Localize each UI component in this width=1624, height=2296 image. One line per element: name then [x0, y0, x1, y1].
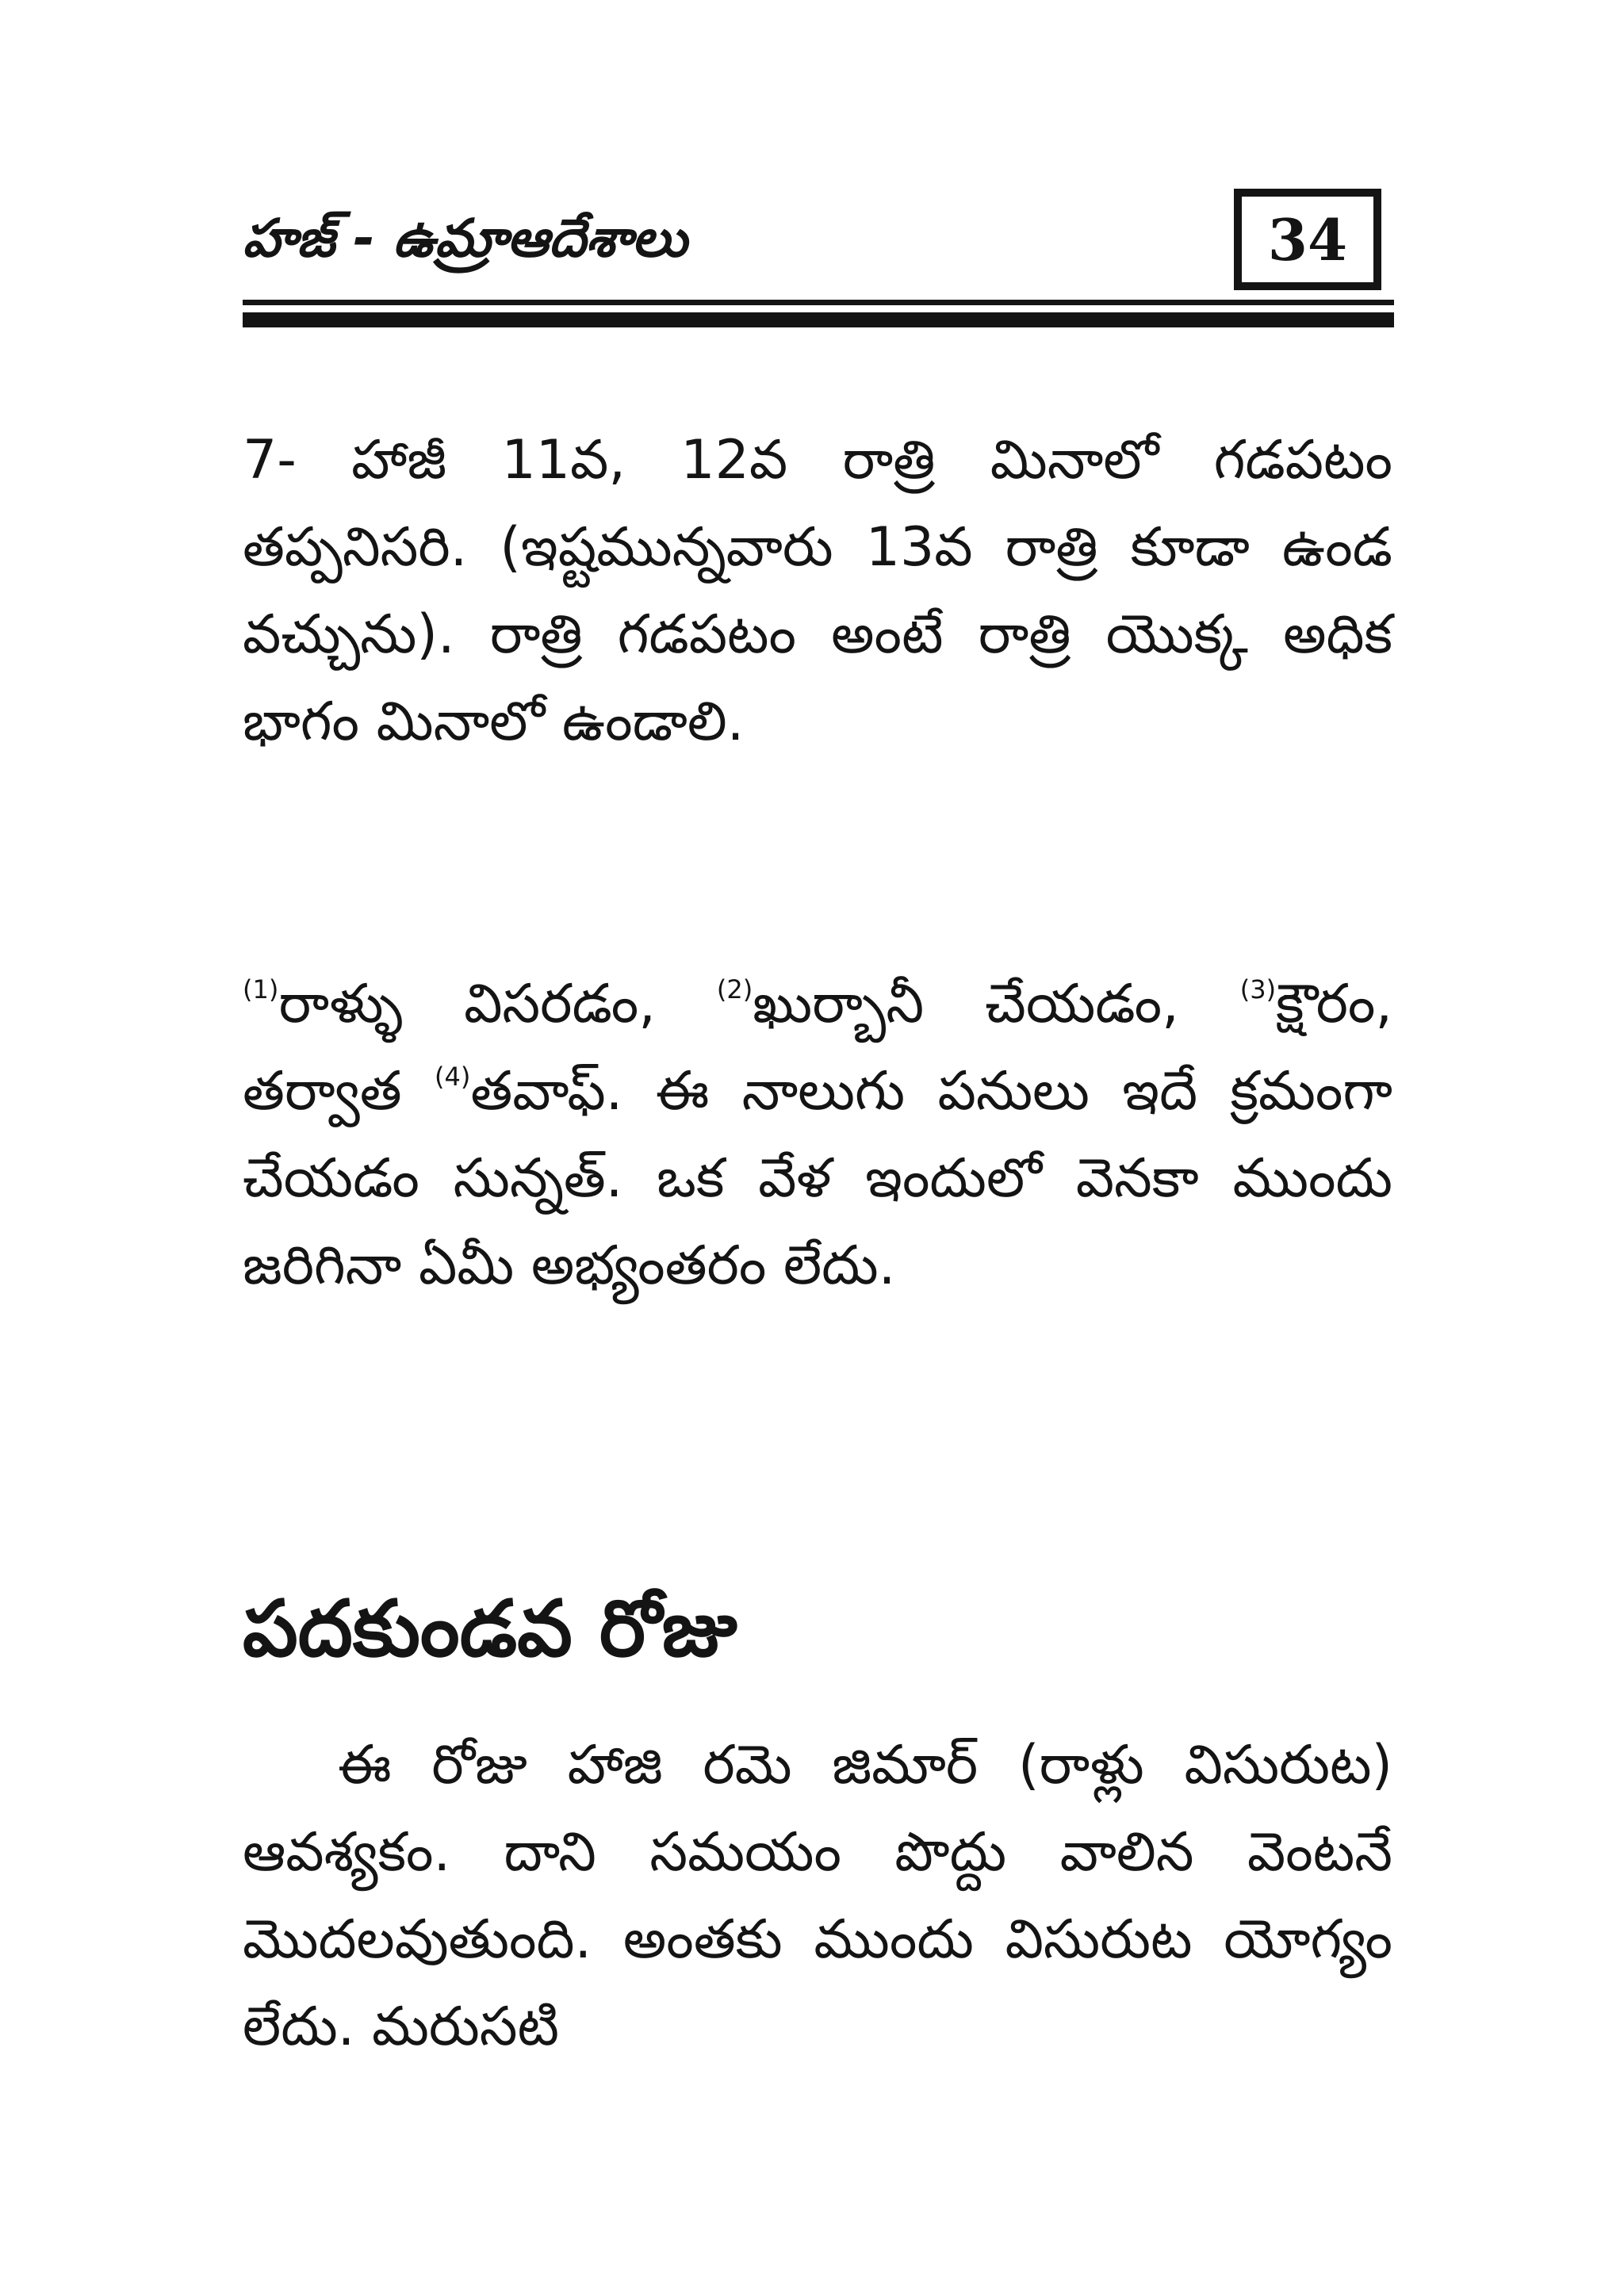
paragraph-night-stay: 7- హాజీ 11వ, 12వ రాత్రి మినాలో గడపటం తప్పనిసరి. (ఇష్టమున్నవారు 13వ రాత్రి కూడా ఉండ వచ్చును). రాత్రి గడపటం అంటే రాత్రి యొక్క అధిక భాగం మినాలో ఉండాలి. — [243, 429, 1392, 753]
footnote-marker-1: (1) — [243, 974, 279, 1004]
rite-item-2: ఖుర్బానీ చేయడం, — [753, 973, 1179, 1035]
header-rule-thick — [243, 312, 1394, 327]
footnote-marker-4: (4) — [435, 1062, 471, 1092]
section-heading: పదకుండవ రోజు — [243, 1584, 737, 1674]
header-rule-thin — [243, 300, 1394, 305]
rite-item-3: క్షౌరం, తర్వాత — [243, 973, 1392, 1123]
paragraph-rites-order — [243, 961, 1392, 1310]
rites-paragraph-rest: ఈ నాలుగు పనులు ఇదే క్రమంగా చేయడం సున్నత్. ఒక వేళ ఇందులో వెనకా ముందు జరిగినా ఏమీ అభ్యంతరం లేదు. — [243, 1060, 1392, 1297]
footnote-marker-3: (3) — [1239, 974, 1277, 1004]
page-number: 34 — [1267, 205, 1348, 274]
paragraph-eleventh-day: ఈ రోజు హాజి రమె జిమార్ (రాళ్లు విసురుట) ఆవశ్యకం. దాని సమయం పొద్దు వాలిన వెంటనే మొదలవుతుంది. అంతకు ముందు విసురుట యోగ్యం లేదు. మరుసటి — [243, 1734, 1392, 2058]
page-number-box — [1234, 189, 1381, 290]
rite-item-4: తవాఫ్. — [470, 1060, 623, 1123]
running-header-title: హజ్ - ఉమ్రాఆదేశాలు — [243, 208, 688, 269]
rite-item-1: రాళ్ళు విసరడం, — [278, 973, 656, 1035]
footnote-marker-2: (2) — [716, 974, 753, 1004]
